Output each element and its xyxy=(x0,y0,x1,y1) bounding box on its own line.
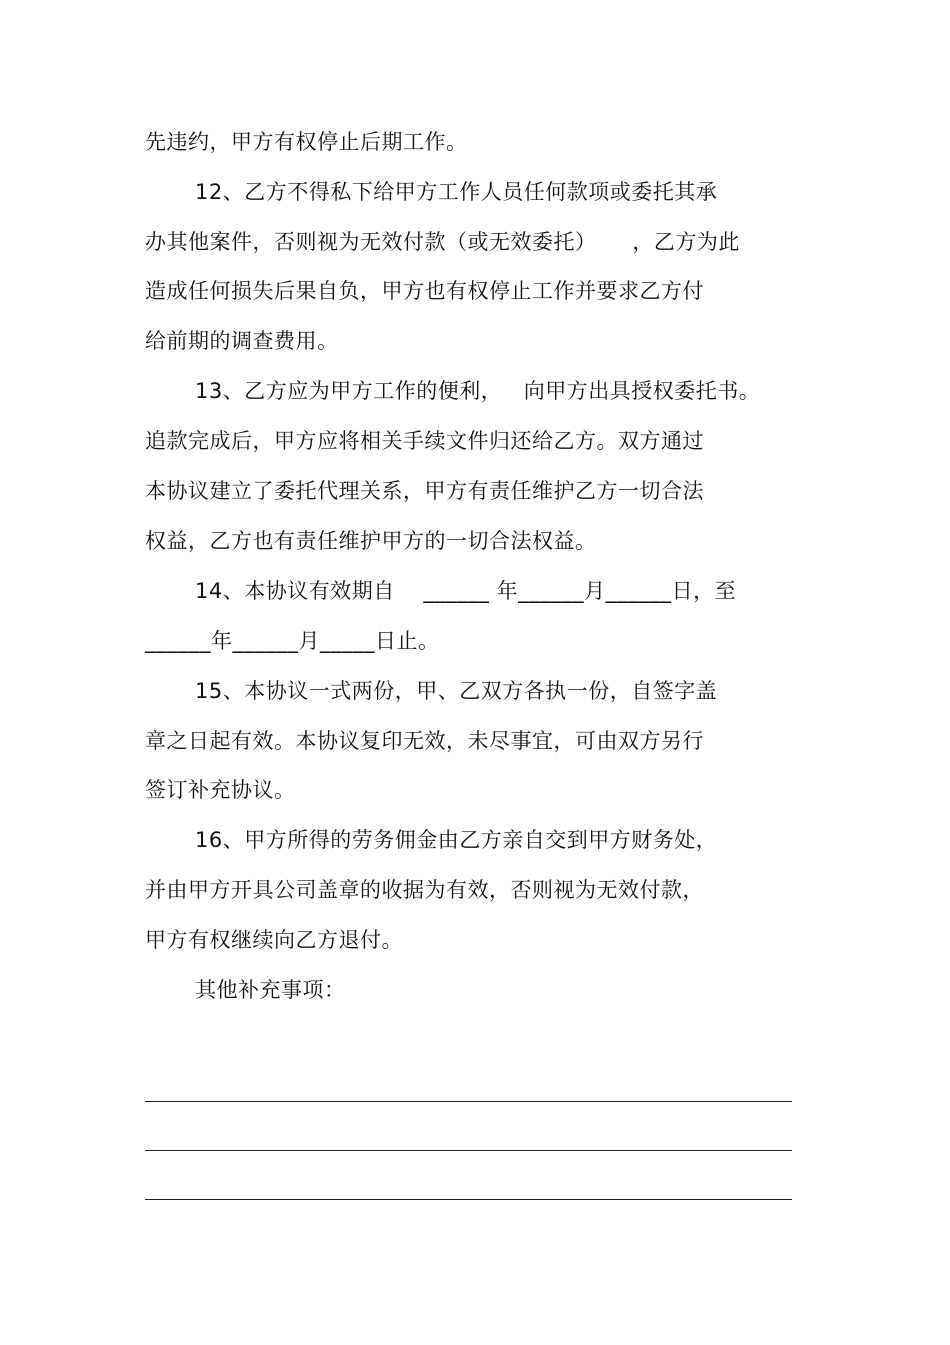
clause-15-line-3: 签订补充协议。 xyxy=(145,778,296,802)
text-line: 先违约，甲方有权停止后期工作。 xyxy=(145,130,468,154)
blank-line-3 xyxy=(145,1199,792,1200)
clause-15-line-2: 章之日起有效。本协议复印无效，未尽事宜，可由双方另行 xyxy=(145,729,704,753)
clause-13-line-2: 追款完成后，甲方应将相关手续文件归还给乙方。双方通过 xyxy=(145,429,704,453)
clause-13-line-4: 权益，乙方也有责任维护甲方的一切合法权益。 xyxy=(145,529,597,553)
blank-line-1 xyxy=(145,1101,792,1102)
clause-15-line-1: 15、本协议一式两份，甲、乙双方各执一份，自签字盖 xyxy=(195,679,718,703)
supplementary-heading: 其他补充事项： xyxy=(195,978,346,1002)
clause-12-line-2: 办其他案件，否则视为无效付款（或无效委托） ，乙方为此 xyxy=(145,230,740,254)
clause-16-line-2: 并由甲方开具公司盖章的收据为有效，否则视为无效付款， xyxy=(145,878,704,902)
clause-13-line-1: 13、乙方应为甲方工作的便利， 向甲方出具授权委托书。 xyxy=(195,379,761,403)
clause-12-line-3: 造成任何损失后果自负，甲方也有权停止工作并要求乙方付 xyxy=(145,279,704,303)
blank-line-2 xyxy=(145,1150,792,1151)
clause-14-line-2: ______年______月_____日止。 xyxy=(145,629,440,653)
clause-12-line-1: 12、乙方不得私下给甲方工作人员任何款项或委托其承 xyxy=(195,180,718,204)
clause-14-line-1: 14、本协议有效期自 ______ 年______月______日，至 xyxy=(195,579,737,603)
clause-16-line-1: 16、甲方所得的劳务佣金由乙方亲自交到甲方财务处， xyxy=(195,828,718,852)
clause-13-line-3: 本协议建立了委托代理关系，甲方有责任维护乙方一切合法 xyxy=(145,479,704,503)
clause-16-line-3: 甲方有权继续向乙方退付。 xyxy=(145,928,403,952)
clause-12-line-4: 给前期的调查费用。 xyxy=(145,329,339,353)
